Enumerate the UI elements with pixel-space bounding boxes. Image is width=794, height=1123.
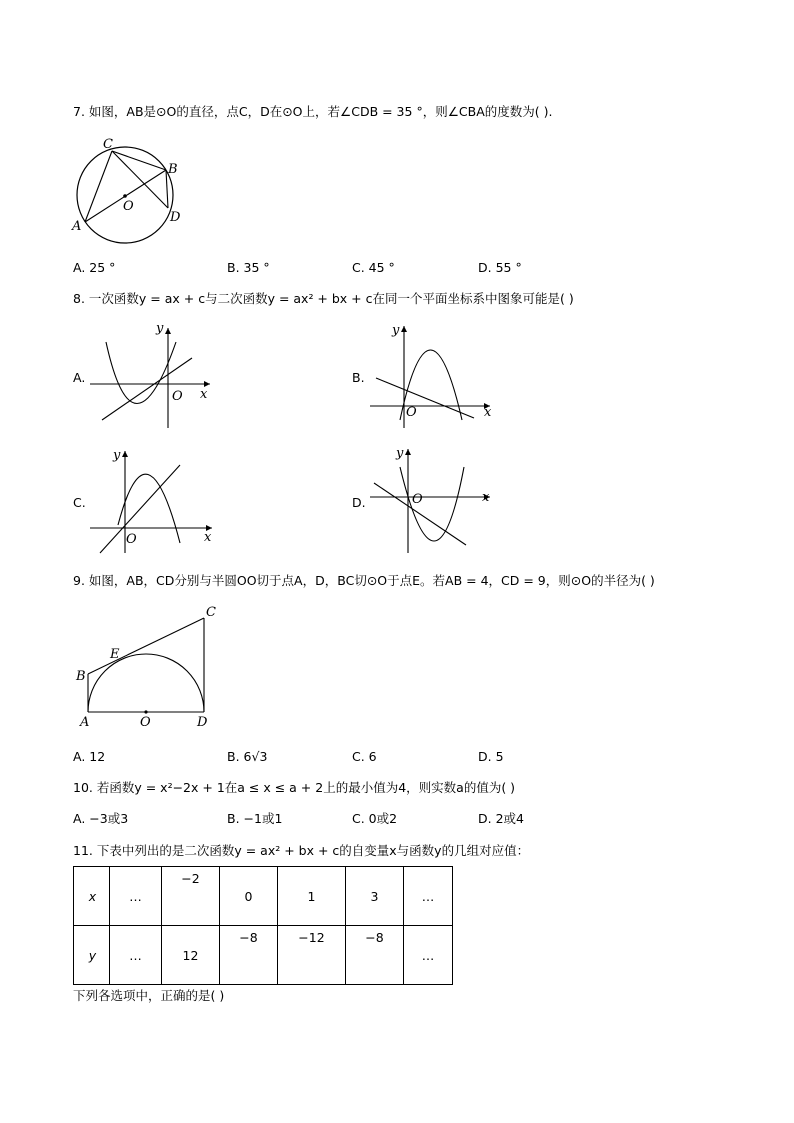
q7-label-d: D xyxy=(170,210,181,225)
q8-option-d[interactable]: D. xyxy=(352,495,366,510)
q8d-y-label: y xyxy=(396,446,404,461)
q8c-origin-label: O xyxy=(126,532,137,547)
q8a-x-label: x xyxy=(200,387,208,402)
q10-option-d[interactable]: D. 2或4 xyxy=(478,811,524,826)
q7-label-c: C xyxy=(103,137,113,152)
q8-graph-c xyxy=(88,445,218,555)
q9-label-d: D xyxy=(197,715,208,730)
q9-label-a: A xyxy=(80,715,90,730)
table-cell: −8 xyxy=(220,926,278,985)
table-row xyxy=(74,926,453,985)
q8-graph-d xyxy=(366,445,496,555)
q8d-origin-label: O xyxy=(412,492,423,507)
q9-label-b: B xyxy=(76,669,86,684)
q9-option-c[interactable]: C. 6 xyxy=(352,749,377,764)
q8c-x-label: x xyxy=(204,530,212,545)
q7-circle-figure xyxy=(70,136,190,256)
q10-option-c[interactable]: C. 0或2 xyxy=(352,811,398,826)
q7-center-dot xyxy=(123,194,127,198)
q10-option-a[interactable]: A. −3或3 xyxy=(73,811,129,826)
table-cell: … xyxy=(110,926,162,985)
q7-label-o: O xyxy=(123,199,134,214)
q7-label-a: A xyxy=(72,219,82,234)
q11-text: 11. 下表中列出的是二次函数y = ax² + bx + c的自变量x与函数y的几组对应值： xyxy=(73,843,530,858)
q8a-origin-label: O xyxy=(172,389,183,404)
q11-footer: 下列各选项中，正确的是( ) xyxy=(73,988,225,1003)
table-cell: x xyxy=(74,867,110,926)
q8-option-b[interactable]: B. xyxy=(352,370,365,385)
table-cell: 0 xyxy=(220,867,278,926)
q8-option-a[interactable]: A. xyxy=(73,370,86,385)
table-cell: −2 xyxy=(162,867,220,926)
q7-option-d[interactable]: D. 55 ° xyxy=(478,260,522,275)
q9-label-o: O xyxy=(140,715,151,730)
table-cell: 3 xyxy=(346,867,404,926)
q9-option-d[interactable]: D. 5 xyxy=(478,749,504,764)
table-cell: 1 xyxy=(278,867,346,926)
q8-graph-b xyxy=(366,320,496,430)
q9-option-b[interactable]: B. 6√3 xyxy=(227,749,268,764)
q7-option-a[interactable]: A. 25 ° xyxy=(73,260,116,275)
q8-option-c[interactable]: C. xyxy=(73,495,86,510)
q8a-y-label: y xyxy=(156,321,164,336)
q10-text: 10. 若函数y = x²−2x + 1在a ≤ x ≤ a + 2上的最小值为4，则实数a的值为( ) xyxy=(73,780,516,795)
q8-text: 8. 一次函数y = ax + c与二次函数y = ax² + bx + c在同一个平面坐标系中图象可能是( ) xyxy=(73,291,574,306)
table-row xyxy=(74,867,453,926)
table-cell: … xyxy=(404,867,453,926)
q9-label-e: E xyxy=(110,647,120,662)
table-cell: y xyxy=(74,926,110,985)
q8b-x-label: x xyxy=(484,405,492,420)
q8b-origin-label: O xyxy=(406,405,417,420)
q9-text: 9. 如图，AB，CD分别与半圆OO切于点A，D，BC切⊙O于点E。若AB = 4，CD = 9，则⊙O的半径为( ) xyxy=(73,573,655,588)
q9-semicircle-figure xyxy=(70,600,230,732)
table-cell: … xyxy=(404,926,453,985)
table-cell: … xyxy=(110,867,162,926)
q7-option-c[interactable]: C. 45 ° xyxy=(352,260,395,275)
q7-text: 7. 如图，AB是⊙O的直径，点C，D在⊙O上，若∠CDB = 35 °，则∠CBA的度数为( ). xyxy=(73,104,553,119)
q8d-x-label: x xyxy=(482,490,490,505)
q9-option-a[interactable]: A. 12 xyxy=(73,749,106,764)
table-cell: −12 xyxy=(278,926,346,985)
q8c-y-label: y xyxy=(113,448,121,463)
q8b-y-label: y xyxy=(392,323,400,338)
table-cell: −8 xyxy=(346,926,404,985)
q7-label-b: B xyxy=(168,162,178,177)
table-cell: 12 xyxy=(162,926,220,985)
q8-graph-a xyxy=(88,320,218,430)
q11-value-table xyxy=(73,866,453,985)
q7-option-b[interactable]: B. 35 ° xyxy=(227,260,270,275)
q10-option-b[interactable]: B. −1或1 xyxy=(227,811,283,826)
q7-line-ac xyxy=(85,151,112,222)
q9-label-c: C xyxy=(206,605,216,620)
